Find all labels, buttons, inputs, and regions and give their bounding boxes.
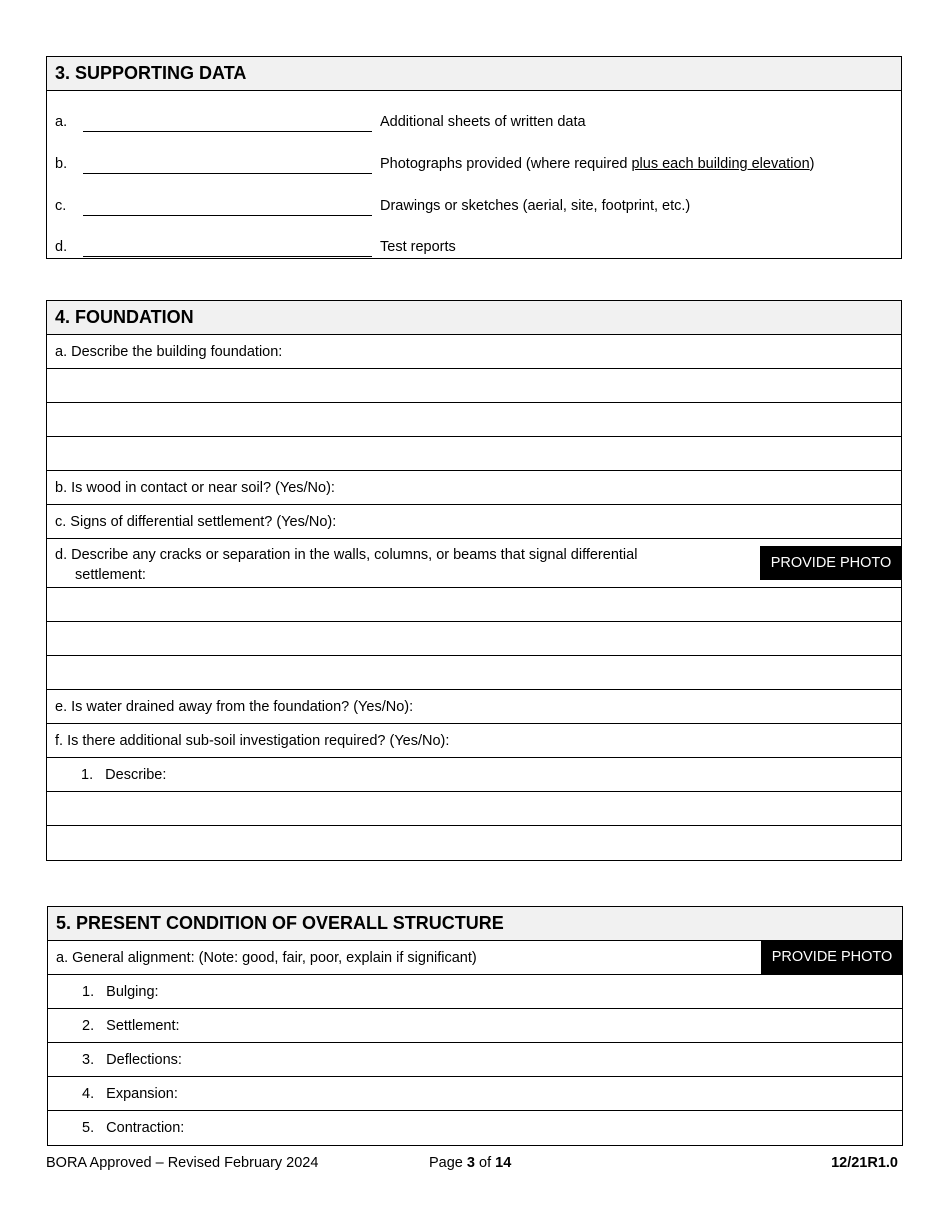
section-foundation — [46, 300, 902, 861]
section-title: 5. PRESENT CONDITION OF OVERALL STRUCTURE — [48, 907, 902, 941]
supporting-item-d: d. Test reports — [55, 239, 456, 255]
answer-line[interactable] — [47, 792, 901, 826]
section-present-condition — [47, 906, 903, 1146]
question-b[interactable]: b. Is wood in contact or near soil? (Yes/No): — [47, 471, 901, 505]
condition-item-deflections[interactable]: 3. Deflections: — [48, 1043, 902, 1077]
section-supporting-data — [46, 56, 902, 259]
question-c[interactable]: c. Signs of differential settlement? (Yes/No): — [47, 505, 901, 539]
question-e[interactable]: e. Is water drained away from the foundation? (Yes/No): — [47, 690, 901, 724]
page-number: Page 3 of 14 — [429, 1155, 512, 1171]
supporting-item-a: a. Additional sheets of written data — [55, 114, 586, 130]
question-f[interactable]: f. Is there additional sub-soil investigation required? (Yes/No): — [47, 724, 901, 758]
condition-item-contraction[interactable]: 5. Contraction: — [82, 1120, 185, 1136]
blank-field-a[interactable] — [83, 131, 372, 132]
blank-field-d[interactable] — [83, 256, 372, 257]
section-title: 3. SUPPORTING DATA — [47, 57, 901, 91]
form-code: 12/21R1.0 — [831, 1155, 898, 1171]
blank-field-c[interactable] — [83, 215, 372, 216]
provide-photo-badge: PROVIDE PHOTO — [760, 546, 902, 580]
answer-line[interactable] — [47, 656, 901, 690]
answer-line[interactable] — [47, 403, 901, 437]
provide-photo-badge: PROVIDE PHOTO — [761, 941, 903, 974]
supporting-item-b: b. Photographs provided (where required plus each building elevation) — [55, 156, 815, 172]
condition-item-bulging[interactable]: 1. Bulging: — [48, 975, 902, 1009]
answer-line[interactable] — [47, 826, 901, 860]
answer-line[interactable] — [47, 622, 901, 656]
question-a: a. Describe the building foundation: — [47, 335, 901, 369]
condition-item-expansion[interactable]: 4. Expansion: — [48, 1077, 902, 1111]
answer-line[interactable] — [47, 588, 901, 622]
condition-item-settlement[interactable]: 2. Settlement: — [48, 1009, 902, 1043]
question-f-describe[interactable]: 1. Describe: — [47, 758, 901, 792]
question-d: d. Describe any cracks or separation in the walls, columns, or beams that signal differential settlement: PROVIDE PHOTO — [47, 539, 901, 588]
footer-revision: BORA Approved – Revised February 2024 — [46, 1155, 319, 1171]
page-footer — [46, 1153, 902, 1173]
answer-line[interactable] — [47, 369, 901, 403]
blank-field-b[interactable] — [83, 173, 372, 174]
question-a: a. General alignment: (Note: good, fair, poor, explain if significant) PROVIDE PHOTO — [48, 941, 902, 975]
answer-line[interactable] — [47, 437, 901, 471]
section-title: 4. FOUNDATION — [47, 301, 901, 335]
supporting-item-c: c. Drawings or sketches (aerial, site, footprint, etc.) — [55, 198, 691, 214]
